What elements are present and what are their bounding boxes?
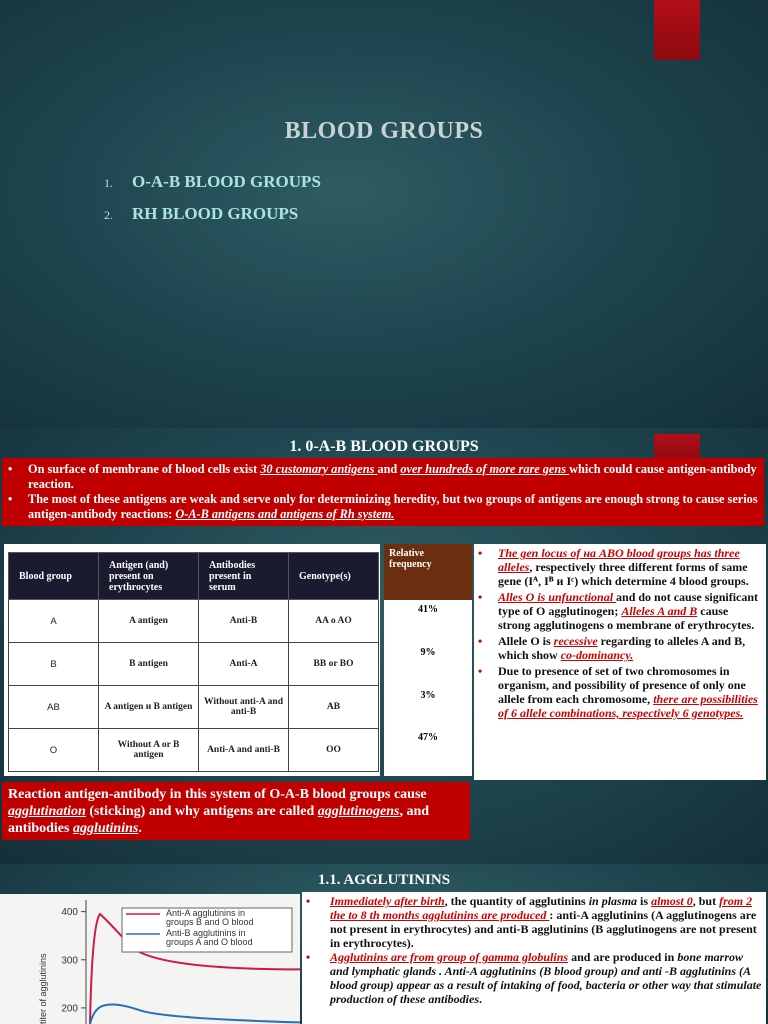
bullet-dot: •	[478, 634, 483, 648]
table-row	[9, 643, 379, 686]
emphasis: recessive	[553, 634, 598, 648]
text-run: which could cause antigen-antibody reaction.	[28, 462, 757, 491]
emphasis: over hundreds of more rare gens	[400, 462, 570, 476]
bullet	[474, 588, 766, 632]
text-run: Allele O is	[498, 634, 554, 648]
text-run: and do not cause significant type of O agglutinogen;	[498, 590, 759, 618]
emphasis: agglutination	[8, 804, 86, 819]
frequency-value: 3%	[420, 690, 436, 701]
text-run: regarding to alleles A and B, which show	[498, 634, 746, 662]
legend-label: Anti-B agglutinins in groups A and O blood	[166, 928, 253, 947]
header-cell: Antigen (and) present on erythrocytes	[99, 553, 199, 600]
bullet-dot: •	[8, 462, 13, 476]
table-cell: B	[9, 643, 99, 686]
text-run: The most of these antigens are weak and serve only for determinizing heredity, but two groups of antigens are enough strong to cause serios antigen-antibody reactions:	[28, 492, 758, 521]
topic-number: 1.	[104, 176, 113, 190]
bullet-text	[28, 462, 758, 492]
bullet-dot: •	[306, 950, 311, 964]
table-cell: A antigen и B antigen	[99, 686, 199, 729]
emphasis: co-dominancy.	[560, 648, 634, 662]
agglutinin-chart	[0, 894, 300, 1024]
text-run: is	[637, 894, 652, 908]
emphasis: Alles O is unfunctional	[498, 590, 617, 604]
table-cell: Anti-B	[199, 600, 289, 643]
frequency-value: 9%	[420, 647, 436, 658]
bullet-text	[498, 546, 762, 588]
bullet	[8, 462, 758, 492]
text-run: , the quantity of agglutinins	[444, 894, 589, 908]
table-cell: OO	[289, 729, 379, 772]
y-tick-label: 400	[61, 907, 78, 919]
emphasis: agglutinogens	[317, 804, 400, 819]
series-line-anti-b	[90, 1005, 300, 1024]
table-cell: Anti-A	[199, 643, 289, 686]
bullet-dot: •	[306, 894, 311, 908]
text-run: (sticking) and why antigens are called	[85, 804, 318, 819]
table-cell: A	[9, 600, 99, 643]
text-run: , and antibodies	[8, 804, 430, 836]
topic-label: O-A-B BLOOD GROUPS	[132, 172, 321, 191]
table-header-row	[9, 553, 379, 600]
topic-item	[104, 204, 321, 236]
y-tick-label: 200	[61, 1003, 78, 1015]
header-cell: Antibodies present in serum	[199, 553, 289, 600]
decor-red-bar	[654, 0, 700, 60]
text-run: , but	[692, 894, 720, 908]
text-run: .	[138, 821, 142, 836]
text-run: and are produced in	[568, 950, 678, 964]
emphasis: Agglutinins are from group of gamma globulins	[330, 950, 569, 964]
bullet	[306, 894, 762, 950]
table-cell: Anti-A and anti-B	[199, 729, 289, 772]
text-run: cause strong agglutinogens o membrane of erythrocytes.	[498, 604, 755, 632]
bullet-text	[330, 894, 762, 950]
table-cell: AA o AO	[289, 600, 379, 643]
slide-oab	[0, 428, 768, 864]
bullet	[306, 950, 762, 1006]
topic-item	[104, 172, 321, 204]
y-tick-label: 300	[61, 955, 78, 967]
frequency-header: Relative frequency	[384, 544, 472, 600]
bullet-text	[498, 590, 762, 632]
blood-group-table-box	[4, 544, 380, 776]
text-run: .	[479, 992, 483, 1006]
emphasis: Immediately after birth	[330, 894, 445, 908]
emphasis: 30 customary antigens	[260, 462, 378, 476]
slide-title-heading: BLOOD GROUPS	[284, 118, 484, 144]
emphasis: from 2 the to 8 th months agglutinins are produced	[330, 894, 753, 922]
header-cell: Blood group	[9, 553, 99, 600]
bullet-dot: •	[478, 590, 483, 604]
text-run: On surface of membrane of blood cells exist	[28, 462, 261, 476]
table-cell: AB	[9, 686, 99, 729]
intro-box	[2, 458, 764, 526]
chart-svg	[0, 894, 300, 1024]
topic-list	[104, 172, 321, 236]
slide-title	[0, 0, 768, 428]
emphasis: in plasma	[588, 894, 638, 908]
table-cell: A antigen	[99, 600, 199, 643]
allele-notes	[474, 544, 766, 780]
topic-label: RH BLOOD GROUPS	[132, 204, 299, 223]
agglutinin-notes	[302, 892, 766, 1024]
bullet-text	[498, 664, 762, 720]
bullet	[474, 662, 766, 720]
bullet	[8, 492, 758, 522]
topic-number: 2.	[104, 208, 113, 222]
emphasis: almost 0	[651, 894, 693, 908]
table-cell: B antigen	[99, 643, 199, 686]
bullet	[474, 632, 766, 662]
table-row	[9, 729, 379, 772]
emphasis: bone marrow and lymphatic glands	[330, 950, 743, 978]
table-cell: BB or BO	[289, 643, 379, 686]
bullet-dot: •	[478, 664, 483, 678]
slide-agglutinins	[0, 864, 768, 1024]
text-run: , respectively three different forms of same gene (Iᴬ, Iᴮ и Iᶜ) which determine 4 blood groups.	[498, 560, 749, 588]
frequency-value: 47%	[418, 732, 438, 743]
section-title: 1.1. AGGLUTININS	[317, 872, 451, 888]
blood-group-table	[8, 552, 379, 772]
table-cell: O	[9, 729, 99, 772]
table-row	[9, 600, 379, 643]
emphasis: there are possibilities of 6 allele combinations, respectively 6 genotypes.	[498, 692, 758, 720]
frequency-value: 41%	[418, 604, 438, 615]
bullet-text	[28, 492, 758, 522]
bullet-dot: •	[478, 546, 483, 560]
emphasis: agglutinins	[72, 821, 139, 836]
emphasis: . Anti-A agglutinins (B blood group) and anti -B agglutinins (A blood group) appear as a result of intaking of food, bacteria or other way that stimulate production of these antibodies	[330, 964, 762, 1006]
table-row	[9, 686, 379, 729]
text-run: Reaction antigen-antibody in this system of O-A-B blood groups cause	[8, 787, 427, 802]
bullet-text	[498, 634, 762, 662]
y-axis-label: titer of agglutinins	[38, 953, 48, 1024]
frequency-column	[384, 544, 472, 776]
table-cell: AB	[289, 686, 379, 729]
section-title: 1. 0-A-B BLOOD GROUPS	[289, 438, 479, 455]
bullet-dot: •	[8, 492, 13, 506]
header-cell: Genotype(s)	[289, 553, 379, 600]
text-run: and	[377, 462, 401, 476]
table-cell: Without A or B antigen	[99, 729, 199, 772]
legend-label: Anti-A agglutinins in groups B and O blood	[166, 908, 254, 927]
reaction-box	[2, 782, 470, 840]
emphasis: The gen locus of на ABO blood groups has three alleles	[498, 546, 740, 574]
emphasis: O-A-B antigens and antigens of Rh system.	[175, 507, 395, 521]
bullet-text	[330, 950, 762, 1006]
bullet	[474, 544, 766, 588]
table-cell: Without anti-A and anti-B	[199, 686, 289, 729]
text-run: : anti-A agglutinins (A agglutinogens are not present in erythrocytes) and anti-B agglutinins (B agglutinogens are not present in erythrocytes).	[330, 908, 757, 950]
text-run: Due to presence of set of two chromosomes in organism, and possibility of presence of only one allele from each chromosome,	[498, 664, 746, 706]
emphasis: Alleles A and B	[621, 604, 698, 618]
